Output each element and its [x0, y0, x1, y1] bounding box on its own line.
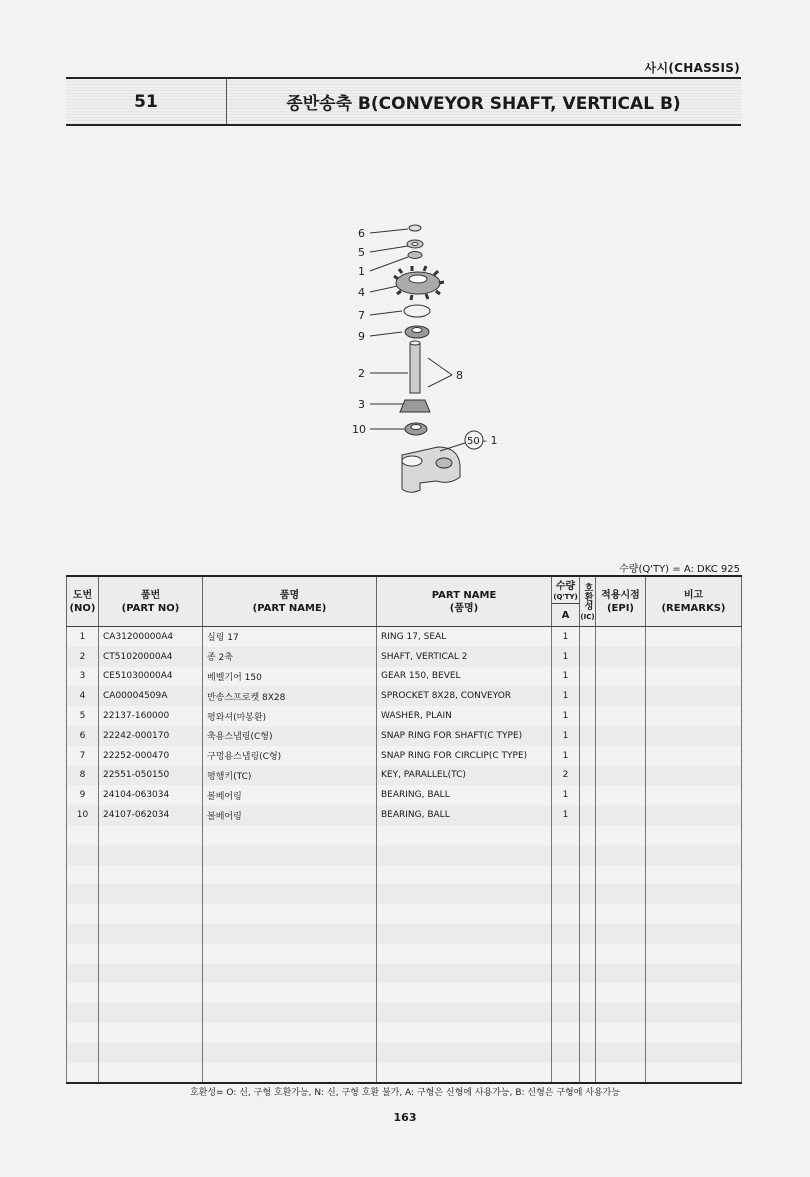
table-row-empty	[67, 884, 742, 904]
title-bar	[66, 77, 741, 126]
table-row-empty	[67, 865, 742, 885]
table-row: 6 22242-000170 축용스냅링(C형) SNAP RING FOR SHAFT(C TYPE) 1	[67, 726, 742, 746]
table-row: 1 CA31200000A4 실링 17 RING 17, SEAL 1	[67, 627, 742, 647]
callout-4: 4	[358, 286, 365, 299]
callout-1: 1	[358, 265, 365, 278]
table-row-empty	[67, 1043, 742, 1063]
exploded-diagram	[340, 215, 510, 505]
page-number: 163	[393, 1111, 417, 1124]
table-row: 3 CE51030000A4 베벨기어 150 GEAR 150, BEVEL 1	[67, 667, 742, 687]
table-row: 7 22252-000470 구멍용스냅링(C형) SNAP RING FOR CIRCLIP(C TYPE) 1	[67, 746, 742, 766]
table-row-empty	[67, 944, 742, 964]
table-row-empty	[67, 1063, 742, 1084]
header-remarks: 비고 (REMARKS)	[646, 576, 742, 627]
parts-table	[66, 575, 742, 1084]
table-row-empty	[67, 983, 742, 1003]
title-number: 51	[66, 79, 227, 124]
table-row-empty	[67, 1003, 742, 1023]
callout-7: 7	[358, 309, 365, 322]
table-row-empty	[67, 964, 742, 984]
section-label: 사시(CHASSIS)	[644, 61, 740, 75]
table-row-empty	[67, 904, 742, 924]
qty-note: 수량(Q'TY) = A: DKC 925	[619, 564, 740, 575]
callout-9: 9	[358, 330, 365, 343]
header-part-name-ko: 품명 (PART NAME)	[203, 576, 377, 627]
table-row-empty	[67, 1023, 742, 1043]
header-no: 도번 (NO)	[67, 576, 99, 627]
callout-50: 50	[467, 436, 480, 447]
table-row-empty	[67, 845, 742, 865]
table-row: 9 24104-063034 볼베어링 BEARING, BALL 1	[67, 785, 742, 805]
table-row: 8 22551-050150 평행키(TC) KEY, PARALLEL(TC) 2	[67, 766, 742, 786]
page-title: 종반송축 B(CONVEYOR SHAFT, VERTICAL B)	[286, 94, 681, 114]
callout-3: 3	[358, 398, 365, 411]
callout-50-qty: - 1	[483, 434, 498, 447]
callout-2: 2	[358, 367, 365, 380]
table-row: 4 CA00004509A 반송스프로켓 8X28 SPROCKET 8X28, CONVEYOR 1	[67, 686, 742, 706]
header-part-no: 품번 (PART NO)	[99, 576, 203, 627]
callout-6: 6	[358, 227, 365, 240]
table-row-empty	[67, 825, 742, 845]
table-row: 10 24107-062034 볼베어링 BEARING, BALL 1	[67, 805, 742, 825]
header-qty: 수량 (Q'TY)	[552, 576, 580, 604]
compatibility-footnote: 호환성= O: 신, 구형 호환가능, N: 신, 구형 호환 불가, A: 구형은 신형에 사용가능, B: 신형은 구형에 사용가능	[189, 1088, 621, 1098]
header-epi: 적용시점 (EPI)	[596, 576, 646, 627]
callout-8: 8	[456, 369, 463, 382]
header-part-name-en: PART NAME (품명)	[377, 576, 552, 627]
callout-10: 10	[352, 423, 366, 436]
table-row: 5 22137-160000 평와셔(마봉환) WASHER, PLAIN 1	[67, 706, 742, 726]
table-row: 2 CT51020000A4 종 2축 SHAFT, VERTICAL 2 1	[67, 647, 742, 667]
header-ic: 호환성 (IC)	[580, 576, 596, 627]
callout-5: 5	[358, 246, 365, 259]
table-row-empty	[67, 924, 742, 944]
header-qty-a: A	[552, 604, 580, 627]
